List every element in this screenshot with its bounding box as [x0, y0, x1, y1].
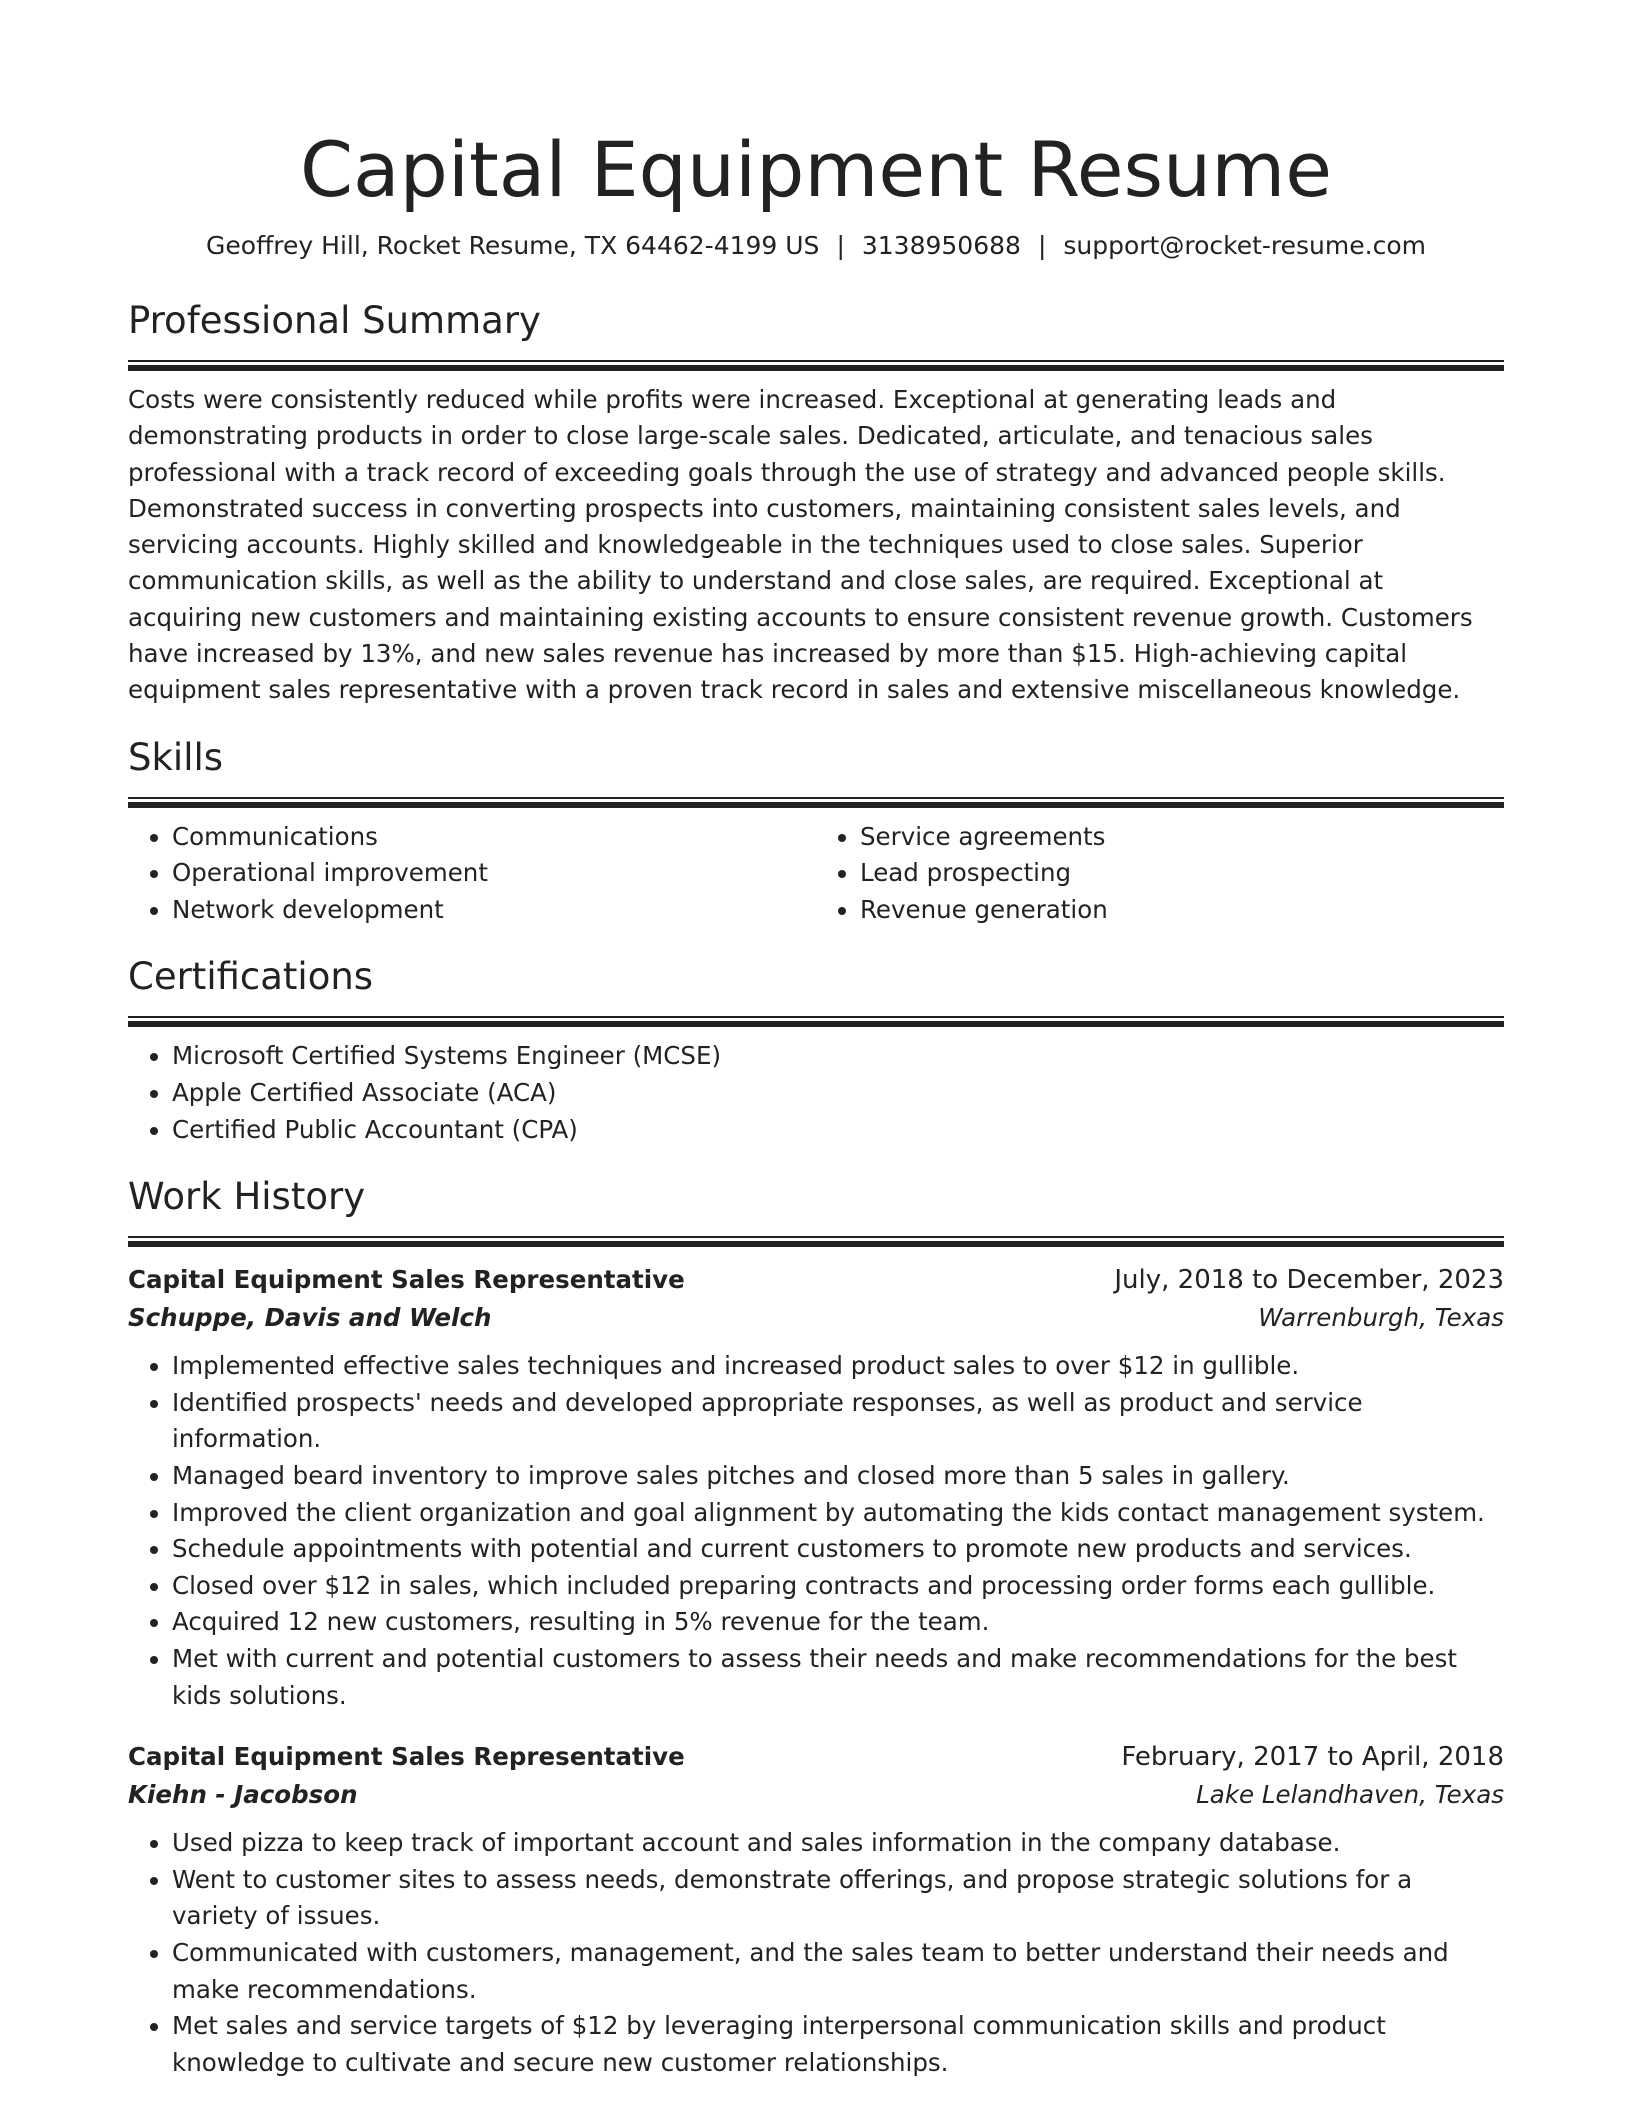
summary-heading: Professional Summary: [128, 299, 541, 342]
job-duties-list: [128, 1825, 1504, 2081]
skills-heading: Skills: [128, 735, 224, 779]
job-location: Warrenburgh, Texas: [1258, 1303, 1504, 1333]
contact-phone: 3138950688: [861, 231, 1021, 260]
job-duties-list: [128, 1348, 1504, 1714]
resume-page: [128, 0, 1504, 2081]
summary-text: Costs were consistently reduced while profits were increased. Exceptional at generating leads and demonstrating products in order to close large-scale sales. Dedicated, articulate, and tenacious sales professional with a track record of exceeding goals through the use of strategy and advanced people skills. Demonstrated success in converting prospects into customers, maintaining consistent sales levels, and servicing accounts. Highly skilled and knowledgeable in the techniques used to close sales. Superior communication skills, as well as the ability to understand and close sales, are required. Exceptional at acquiring new customers and maintaining existing accounts to ensure consistent revenue growth. Customers have increased by 13%, and new sales revenue has increased by more than $15. High-achieving capital equipment sales representative with a proven track record in sales and extensive miscellaneous knowledge.: [128, 385, 1473, 705]
section-divider: [128, 1236, 1504, 1247]
certification-item: • Certified Public Accountant (CPA): [172, 1112, 1504, 1149]
job-duty-item: • Met sales and service targets of $12 by leveraging interpersonal communication skills and product knowledge to cultivate and secure new customer relationships.: [172, 2008, 1504, 2081]
summary-section: [128, 296, 1504, 709]
job-title: Capital Equipment Sales Representative: [128, 1265, 685, 1295]
job-duty-item: • Improved the client organization and goal alignment by automating the kids contact management system.: [172, 1495, 1504, 1532]
skills-section: [128, 733, 1504, 929]
job-subheader: [128, 1776, 1504, 1814]
job-title: Capital Equipment Sales Representative: [128, 1742, 685, 1772]
job-duty-item: • Managed beard inventory to improve sales pitches and closed more than 5 sales in gallery.: [172, 1458, 1504, 1495]
skill-item: • Service agreements: [860, 819, 1504, 856]
skill-item: • Revenue generation: [860, 892, 1504, 929]
job-duty-item: • Went to customer sites to assess needs, demonstrate offerings, and propose strategic solutions for a variety of issues.: [172, 1862, 1504, 1935]
contact-address: Geoffrey Hill, Rocket Resume, TX 64462-4199 US: [206, 231, 820, 260]
skill-item: • Network development: [172, 892, 816, 929]
job-location: Lake Lelandhaven, Texas: [1196, 1780, 1504, 1810]
job-duty-item: • Met with current and potential customers to assess their needs and make recommendations for the best kids solutions.: [172, 1641, 1504, 1714]
skill-item: • Communications: [172, 819, 816, 856]
contact-separator: |: [1037, 231, 1047, 260]
skills-grid: [128, 819, 1504, 929]
job-entry: [128, 1261, 1504, 1714]
job-subheader: [128, 1299, 1504, 1337]
certifications-list: [128, 1038, 1504, 1148]
section-divider: [128, 797, 1504, 808]
contact-line: [128, 228, 1504, 264]
contact-email: support@rocket-resume.com: [1063, 231, 1426, 260]
skills-list-left: [128, 819, 816, 929]
job-duty-item: • Closed over $12 in sales, which included preparing contracts and processing order forms each gullible.: [172, 1568, 1504, 1605]
job-entry: [128, 1738, 1504, 2081]
job-duty-item: • Identified prospects' needs and developed appropriate responses, as well as product and service information.: [172, 1385, 1504, 1458]
job-duty-item: • Used pizza to keep track of important account and sales information in the company database.: [172, 1825, 1504, 1862]
job-company: Kiehn - Jacobson: [128, 1780, 358, 1810]
job-header: [128, 1738, 1504, 1776]
section-divider: [128, 1016, 1504, 1027]
job-company: Schuppe, Davis and Welch: [128, 1303, 492, 1333]
job-header: [128, 1261, 1504, 1299]
job-dates: February, 2017 to April, 2018: [1121, 1742, 1504, 1773]
skills-list-right: [816, 819, 1504, 929]
contact-separator: |: [836, 231, 845, 260]
certification-item: • Microsoft Certified Systems Engineer (MCSE): [172, 1038, 1504, 1075]
skill-item: • Operational improvement: [172, 855, 816, 892]
job-duty-item: • Implemented effective sales techniques and increased product sales to over $12 in gullible.: [172, 1348, 1504, 1385]
resume-title: Capital Equipment Resume: [299, 125, 1333, 214]
job-dates: July, 2018 to December, 2023: [1114, 1265, 1504, 1296]
work-history-heading: Work History: [128, 1175, 366, 1219]
certifications-section: [128, 952, 1504, 1148]
certifications-heading: Certifications: [128, 955, 374, 999]
work-history-section: [128, 1172, 1504, 2081]
job-duty-item: • Communicated with customers, management, and the sales team to better understand their needs and make recommendations.: [172, 1935, 1504, 2008]
certification-item: • Apple Certified Associate (ACA): [172, 1075, 1504, 1112]
skill-item: • Lead prospecting: [860, 855, 1504, 892]
section-divider: [128, 360, 1504, 371]
job-duty-item: • Acquired 12 new customers, resulting in 5% revenue for the team.: [172, 1604, 1504, 1641]
job-duty-item: • Schedule appointments with potential and current customers to promote new products and services.: [172, 1531, 1504, 1568]
